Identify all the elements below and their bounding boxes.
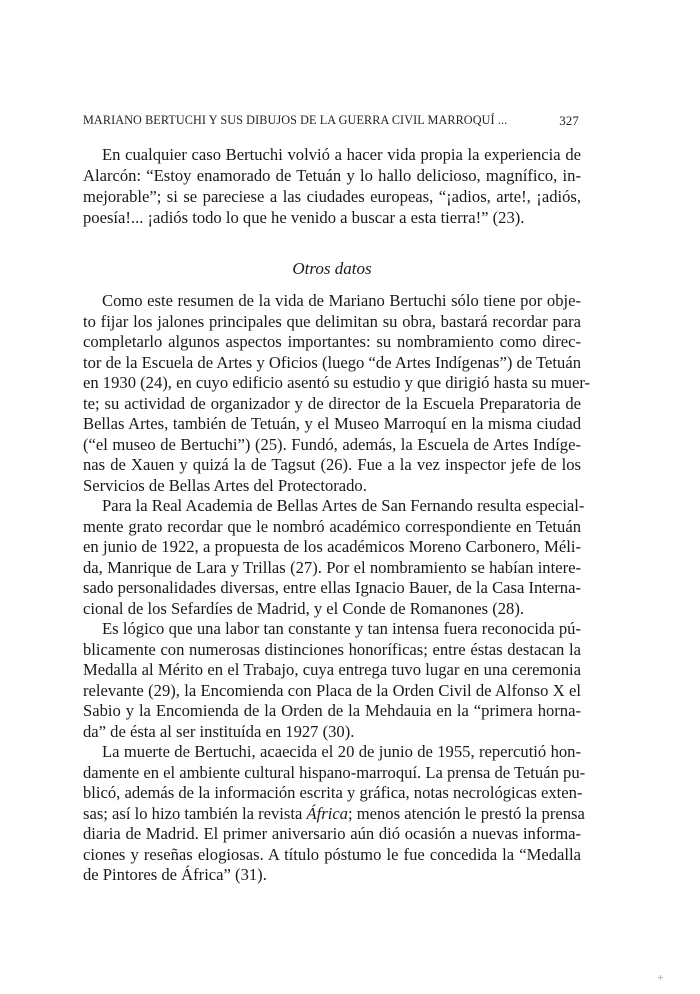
text-line: nas de Xauen y quizá la de Tagsut (26). Fue a la vez inspector jefe de los [83, 455, 581, 474]
text-run: sas; así lo hizo también la revista [83, 803, 307, 823]
text-line: blicamente con numerosas distinciones honoríficas; entre éstas destacan la [83, 639, 581, 659]
text-run: ; menos atención le prestó la prensa [347, 803, 585, 823]
text-line: poesía!... ¡adiós todo lo que he venido a buscar a esta tierra!” (23). [83, 208, 525, 227]
text-line: La muerte de Bertuchi, acaecida el 20 de junio de 1955, repercutió hon- [102, 742, 581, 761]
text-line: sado personalidades diversas, entre ellas Ignacio Bauer, de la Casa Interna- [83, 578, 581, 597]
running-head-title: MARIANO BERTUCHI Y SUS DIBUJOS DE LA GUERRA CIVIL MARROQUÍ ... [83, 113, 508, 127]
section-heading: Otros datos [292, 259, 372, 278]
text-line: Como este resumen de la vida de Mariano Bertuchi sólo tiene por obje- [102, 291, 581, 310]
text-line: completarlo algunos aspectos importantes: su nombramiento como direc- [83, 332, 581, 351]
text-line: to fijar los jalones principales que delimitan su obra, bastará recordar para [83, 311, 581, 331]
text-line: te; su actividad de organizador y de director de la Escuela Preparatoria de [83, 393, 581, 413]
text-line: de Pintores de África” (31). [83, 865, 267, 884]
page-number: 327 [559, 113, 579, 128]
text-line: blicó, además de la información escrita y gráfica, notas necrológicas exten- [83, 783, 583, 802]
running-head [83, 113, 581, 129]
text-line: Alarcón: “Estoy enamorado de Tetuán y lo hallo delicioso, magnífico, in- [83, 166, 581, 185]
text-line: Sabio y la Encomienda de la Orden de la Mehdauia en la “primera horna- [83, 701, 581, 720]
text-line: damente en el ambiente cultural hispano-marroquí. La prensa de Tetuán pu- [83, 762, 586, 782]
text-line: mente grato recordar que le nombró académico correspondiente en Tetuán [83, 516, 581, 536]
text-line: tor de la Escuela de Artes y Oficios (luego “de Artes Indígenas”) de Tetuán [83, 352, 581, 372]
text-line: relevante (29), la Encomienda con Placa de la Orden Civil de Alfonso X el [83, 680, 581, 700]
text-line: da, Manrique de Lara y Trillas (27). Por el nombramiento se habían intere- [83, 557, 581, 577]
text-line: cional de los Sefardíes de Madrid, y el Conde de Romanones (28). [83, 598, 525, 618]
text-line: Es lógico que una labor tan constante y tan intensa fuera reconocida pú- [102, 619, 581, 638]
text-line: (“el museo de Bertuchi”) (25). Fundó, además, la Escuela de Artes Indíge- [83, 434, 581, 454]
text-line: diaria de Madrid. El primer aniversario aún dió ocasión a nuevas informa- [83, 824, 581, 843]
text-line [83, 803, 585, 824]
text-line: Servicios de Bellas Artes del Protectorado. [83, 475, 367, 495]
text-line: da” de ésta al ser instituída en 1927 (30). [83, 721, 355, 741]
text-line: Para la Real Academia de Bellas Artes de San Fernando resulta especial- [102, 496, 585, 515]
journal-title-africa: África [306, 803, 348, 823]
text-line: Medalla al Mérito en el Trabajo, cuya entrega tuvo lugar en una ceremonia [83, 660, 581, 679]
text-line: En cualquier caso Bertuchi volvió a hacer vida propia la experiencia de [102, 145, 581, 164]
text-line: en 1930 (24), en cuyo edificio asentó su estudio y que dirigió hasta su muer- [83, 373, 591, 392]
text-line: Bellas Artes, también de Tetuán, y el Museo Marroquí en la misma ciudad [83, 414, 581, 433]
scan-registration-mark [658, 975, 662, 979]
text-line: ciones y reseñas elogiosas. A título póstumo le fue concedida la “Medalla [83, 844, 581, 864]
text-line: en junio de 1922, a propuesta de los académicos Moreno Carbonero, Méli- [83, 537, 581, 556]
text-line: mejorable”; si se pareciese a las ciudades europeas, “¡adios, arte!, ¡adiós, [83, 187, 581, 206]
